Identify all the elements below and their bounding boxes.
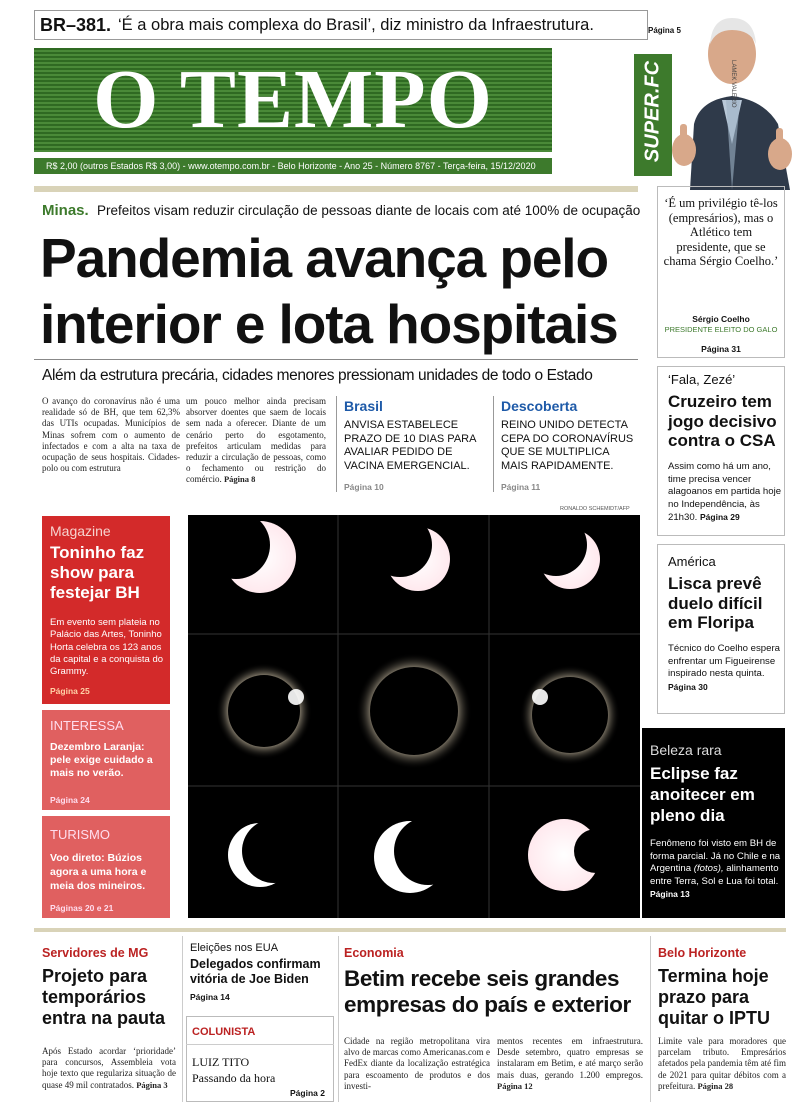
servidores-text <box>42 1046 176 1091</box>
lead-kicker-text: Prefeitos visam reduzir circulação de pessoas diante de locais com até 100% de ocupação <box>97 203 641 218</box>
descoberta-divider <box>493 396 494 492</box>
super-fc-logo-text: SUPER.FC <box>641 60 664 163</box>
eclipse-credit: RONALDO SCHEMIDT/AFP <box>560 506 630 512</box>
turismo-page: Páginas 20 e 21 <box>50 903 114 913</box>
colunista-title: Passando da hora <box>192 1071 276 1085</box>
top-banner-headline: ‘É a obra mais complexa do Brasil’, diz ministro da Infraestrutura. <box>118 16 594 34</box>
lead-headline-line2[interactable]: interior e lota hospitais <box>40 293 618 355</box>
eclipse-phase-3 <box>525 515 600 589</box>
iptu-headline[interactable]: Termina hoje prazo para quitar o IPTU <box>658 966 770 1028</box>
eclipse-phase-4 <box>216 663 312 759</box>
magazine-page: Página 25 <box>50 686 90 696</box>
cruzeiro-text-body: Assim como há um ano, time precisa vencer alagoanos em partida hoje no Independência, às 21h30. <box>668 461 782 523</box>
brasil-divider <box>336 396 337 492</box>
eclipse-text-end: alinhamento entre Terra, Sol e Lua foi total. <box>650 863 779 887</box>
colunista-page: Página 2 <box>290 1088 325 1098</box>
top-banner-kicker: BR–381. <box>40 15 112 35</box>
eclipse-text-body: Fenômeno foi visto em BH de forma parcial. Já no Chile e na Argentina <box>650 838 781 874</box>
brasil-kicker: Brasil <box>344 398 383 414</box>
brasil-text[interactable]: ANVISA ESTABELECE PRAZO DE 10 DIAS PARA AVALIAR PEDIDO DE VACINA EMERGENCIAL. <box>344 419 476 472</box>
quote-page: Página 31 <box>701 344 741 354</box>
america-text <box>668 643 782 694</box>
eclipse-page: Página 13 <box>650 889 690 899</box>
quote-author: Sérgio Coelho <box>692 314 750 324</box>
eclipse-phase-8 <box>374 817 462 893</box>
iptu-page: Página 28 <box>697 1080 734 1091</box>
iptu-text-body: Limite vale para moradores que parcelam tributo. Empresários afetados pela pandemia têm até fim de 2021 para quitar débitos com a prefeitura. <box>658 1036 786 1091</box>
magazine-kicker: Magazine <box>50 523 111 539</box>
america-headline: Lisca prevê duelo difícil em Floripa <box>668 574 763 632</box>
quote-role: PRESIDENTE ELEITO DO GALO <box>664 325 778 334</box>
interessa-page: Página 24 <box>50 795 90 805</box>
cruzeiro-kicker: ‘Fala, Zezé’ <box>668 372 736 387</box>
descoberta-kicker: Descoberta <box>501 398 578 414</box>
eclipse-phase-5 <box>356 653 472 769</box>
servidores-kicker: Servidores de MG <box>42 946 149 960</box>
colunista-label: COLUNISTA <box>192 1026 256 1038</box>
eclipse-phase-1 <box>202 515 296 593</box>
eclipse-headline: Eclipse faz anoitecer em pleno dia <box>650 764 755 825</box>
quote-text: ‘É um privilégio tê-los (empresários), mas o Atlético tem presidente, que se chama Sérgio Coelho.’ <box>663 196 779 269</box>
bottom-rule <box>34 928 786 932</box>
eclipse-phase-6 <box>520 665 620 765</box>
photo-credit: LAMEK VALERIO <box>730 60 736 108</box>
eua-divider <box>182 936 183 1102</box>
magazine-text: Em evento sem plateia no Palácio das Artes, Toninho Horta celebra os 123 anos da capital e a conquista do Grammy. <box>50 617 164 678</box>
eua-headline[interactable]: Delegados confirmam vitória de Joe Biden <box>190 957 321 986</box>
america-text-body: Técnico do Coelho espera enfrentar um Figueirense inspirado nesta quinta. <box>668 643 780 679</box>
masthead-info: R$ 2,00 (outros Estados R$ 3,00) - www.otempo.com.br - Belo Horizonte - Ano 25 - Número 8767 - Terça-feira, 15/12/2020 <box>34 158 552 174</box>
descoberta-page: Página 11 <box>501 482 541 492</box>
iptu-text <box>658 1036 786 1092</box>
lead-rule-mid <box>34 359 638 360</box>
descoberta-text[interactable]: REINO UNIDO DETECTA CEPA DO CORONAVÍRUS QUE SE MULTIPLICA MAIS RAPIDAMENTE. <box>501 419 634 472</box>
turismo-text: Voo direto: Búzios agora a uma hora e meia dos mineiros. <box>50 852 147 892</box>
lead-kicker: Minas. <box>42 202 89 219</box>
lead-col2 <box>186 396 326 486</box>
interessa-text: Dezembro Laranja: pele exige cuidado a mais no verão. <box>50 741 153 779</box>
eclipse-photo-grid[interactable] <box>188 515 640 918</box>
eua-page: Página 14 <box>190 992 230 1002</box>
economia-page: Página 12 <box>497 1080 533 1091</box>
lead-rule-top <box>34 186 638 192</box>
eclipse-phase-7 <box>228 819 306 887</box>
magazine-headline: Toninho faz show para festejar BH <box>50 543 145 602</box>
interessa-kicker: INTERESSA <box>50 718 124 733</box>
colunista-name: LUIZ TITO <box>192 1055 250 1069</box>
servidores-page: Página 3 <box>136 1079 168 1090</box>
top-banner-page: Página 5 <box>648 26 681 35</box>
lead-col2-page: Página 8 <box>223 474 256 485</box>
servidores-headline[interactable]: Projeto para temporários entra na pauta <box>42 966 166 1028</box>
servidores-text-body: Após Estado acordar ‘prioridade’ para concursos, Assembleia vota hoje texto que regulariza situação de quase 49 mil contratados. <box>42 1046 176 1090</box>
eclipse-grid-svg <box>188 515 640 918</box>
colunista-rule <box>186 1044 334 1045</box>
economia-kicker: Economia <box>344 946 404 960</box>
cruzeiro-headline: Cruzeiro tem jogo decisivo contra o CSA <box>668 392 777 450</box>
iptu-divider <box>650 936 651 1102</box>
cruzeiro-page: Página 29 <box>700 512 740 522</box>
turismo-kicker: TURISMO <box>50 827 110 842</box>
america-kicker: América <box>668 554 716 569</box>
lead-headline-line1[interactable]: Pandemia avança pelo <box>40 227 608 289</box>
america-page: Página 30 <box>668 681 708 692</box>
lead-col1: O avanço do coronavírus não é uma realidade só de BH, que tem 62,3% das UTIs ocupadas. Municípios de Minas sofrem com o aumento de infectados e com a alta na taxa de ocupação de seus hospitais. Cidades-polo ou com estrutura <box>42 396 180 474</box>
lead-col2-text: um pouco melhor ainda precisam absorver doentes que saem de locais sem nada a oferecer. Diante de um cenário perto do esgotamento, prefeitos articulam medidas para reduzir a circulação de pessoas, como o fechamento ou restrição do comércio. <box>186 396 326 485</box>
eua-kicker: Eleições nos EUA <box>190 942 279 954</box>
brasil-page: Página 10 <box>344 482 384 492</box>
cruzeiro-text <box>668 461 782 525</box>
iptu-kicker: Belo Horizonte <box>658 946 747 960</box>
eclipse-kicker: Beleza rara <box>650 742 722 758</box>
economia-divider <box>338 936 339 1102</box>
economia-col1: Cidade na região metropolitana vira alvo de marcas como Americanas.com e FedEx diante da localização estratégica para escoamento de produtos e dos investi- <box>344 1036 490 1091</box>
eclipse-phase-9 <box>528 819 618 891</box>
masthead-title: O TEMPO <box>93 53 493 146</box>
eclipse-text-italic: (fotos), <box>693 863 724 874</box>
economia-col2-text: mentos recentes em infraestrutura. Desde setembro, quatro empresas se instalaram em Betim, e até março serão mais duas, gerando 1.200 empregos. <box>497 1036 643 1080</box>
economia-col2 <box>497 1036 643 1092</box>
lead-subhead: Além da estrutura precária, cidades menores pressionam unidades de todo o Estado <box>42 367 593 384</box>
eclipse-text <box>650 838 782 902</box>
eclipse-phase-2 <box>368 515 450 591</box>
economia-headline[interactable]: Betim recebe seis grandes empresas do país e exterior <box>344 966 631 1017</box>
